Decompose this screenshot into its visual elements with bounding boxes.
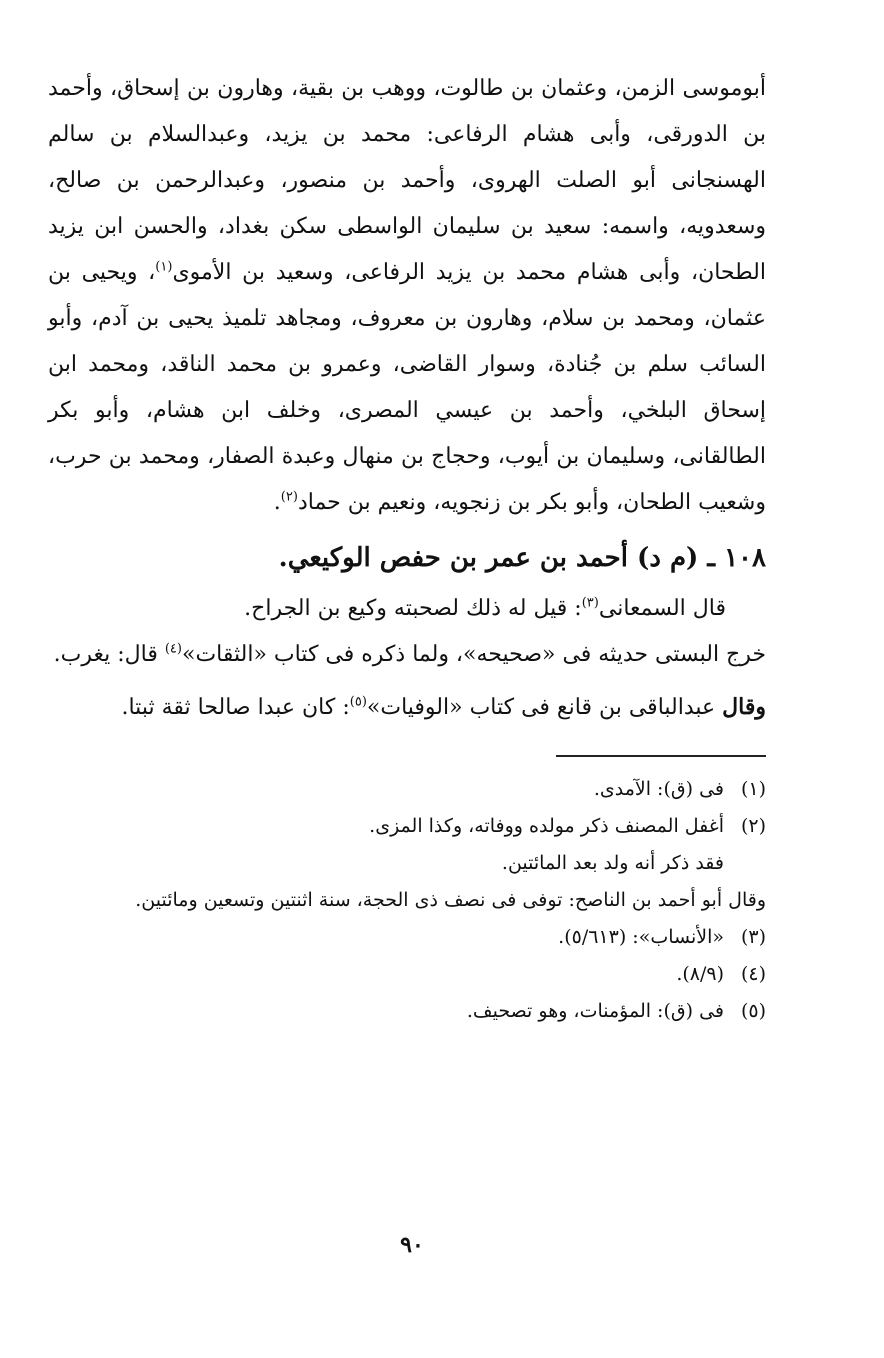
paragraph-qani-text-1: عبدالباقى بن قانع فى كتاب «الوفيات» (366, 695, 723, 720)
main-text-part-1: أبوموسى الزمن، وعثمان بن طالوت، ووهب بن بقية، وهارون بن إسحاق، وأحمد بن الدورقى، وأبى هشام الرفاعى: محمد بن يزيد، وعبدالسلام بن سالم الهسنجانى أبو الصلت الهروى، وأحمد بن منصور، وعبدالرحمن بن صالح، وسعدويه، واسمه: سعيد بن سليمان الواسطى سكن بغداد، والحسن ابن يزيد الطحان، وأبى هشام محمد بن يزيد الرفاعى، وسعيد بن الأموى (48, 76, 766, 285)
footnote-text-1: فى (ق): الآمدى. (593, 778, 724, 800)
footnote-marker-3[interactable]: (٣) (581, 595, 599, 611)
paragraph-qani (48, 684, 766, 731)
footnote-text-5: فى (ق): المؤمنات، وهو تصحيف. (466, 1000, 724, 1022)
footnote-marker-4[interactable]: (٤) (164, 641, 182, 657)
footnote-marker-1[interactable]: (١) (155, 259, 173, 275)
footnote-number-4: (٤) (740, 963, 766, 985)
footnote-number-5: (٥) (740, 1000, 766, 1022)
footnote-2 (48, 808, 766, 845)
footnotes (48, 771, 766, 1030)
paragraph-samani-text-2: : قيل له ذلك لصحبته وكيع بن الجراح. (244, 596, 582, 621)
paragraph-busti-text-1: خرج البستى حديثه فى «صحيحه»، ولما ذكره فى كتاب «الثقات» (181, 642, 766, 667)
footnote-2-continuation: فقد ذكر أنه ولد بعد المائتين. (501, 852, 724, 874)
page-number: ٩٠ (400, 1232, 424, 1258)
footnote-number-1: (١) (740, 778, 766, 800)
page-body (48, 66, 766, 1030)
paragraph-qani-text-2: : كان عبدا صالحا ثقة ثبتا. (121, 695, 350, 720)
main-paragraph (48, 66, 766, 526)
paragraph-busti-text-2: قال: يغرب. (53, 642, 165, 667)
footnote-marker-2[interactable]: (٢) (280, 489, 298, 505)
entry-heading: ١٠٨ ـ (م د) أحمد بن عمر بن حفص الوكيعي. (278, 543, 766, 573)
paragraph-samani-text-1: قال السمعانى (598, 596, 726, 621)
footnote-marker-5[interactable]: (٥) (349, 694, 367, 710)
footnote-2-extra: وقال أبو أحمد بن الناصح: توفى فى نصف ذى الحجة، سنة اثنتين وتسعين ومائتين. (135, 889, 766, 911)
paragraph-busti (48, 632, 766, 678)
footnote-text-2: أغفل المصنف ذكر مولده ووفاته، وكذا المزى. (369, 815, 724, 837)
footnote-number-3: (٣) (740, 926, 766, 948)
footnote-3 (48, 919, 766, 956)
footnote-separator (556, 755, 766, 757)
footnote-number-2: (٢) (740, 815, 766, 837)
main-text-end: . (273, 490, 281, 515)
footnote-4 (48, 956, 766, 993)
footnote-1 (48, 771, 766, 808)
footnote-text-4: (٨/٩). (676, 963, 724, 985)
paragraph-qani-lead: وقال (722, 694, 766, 720)
paragraph-samani (48, 586, 766, 632)
main-text-part-2: ، ويحيى بن عثمان، ومحمد بن سلام، وهارون بن معروف، ومجاهد تلميذ يحيى بن آدم، وأبو السائب سلم بن جُنادة، وسوار القاضى، وعمرو بن محمد الناقد، ومحمد ابن إسحاق البلخي، وأحمد بن عيسي المصرى، وخلف ابن هشام، وأبو بكر الطالقانى، وسليمان بن أيوب، وحجاج بن منهال وعبدة الصفار، ومحمد بن حرب، وشعيب الطحان، وأبو بكر بن زنجويه، ونعيم بن حماد (48, 260, 766, 515)
footnote-5 (48, 993, 766, 1030)
footnote-text-3: «الأنساب»: (٥/٦١٣). (558, 926, 724, 948)
